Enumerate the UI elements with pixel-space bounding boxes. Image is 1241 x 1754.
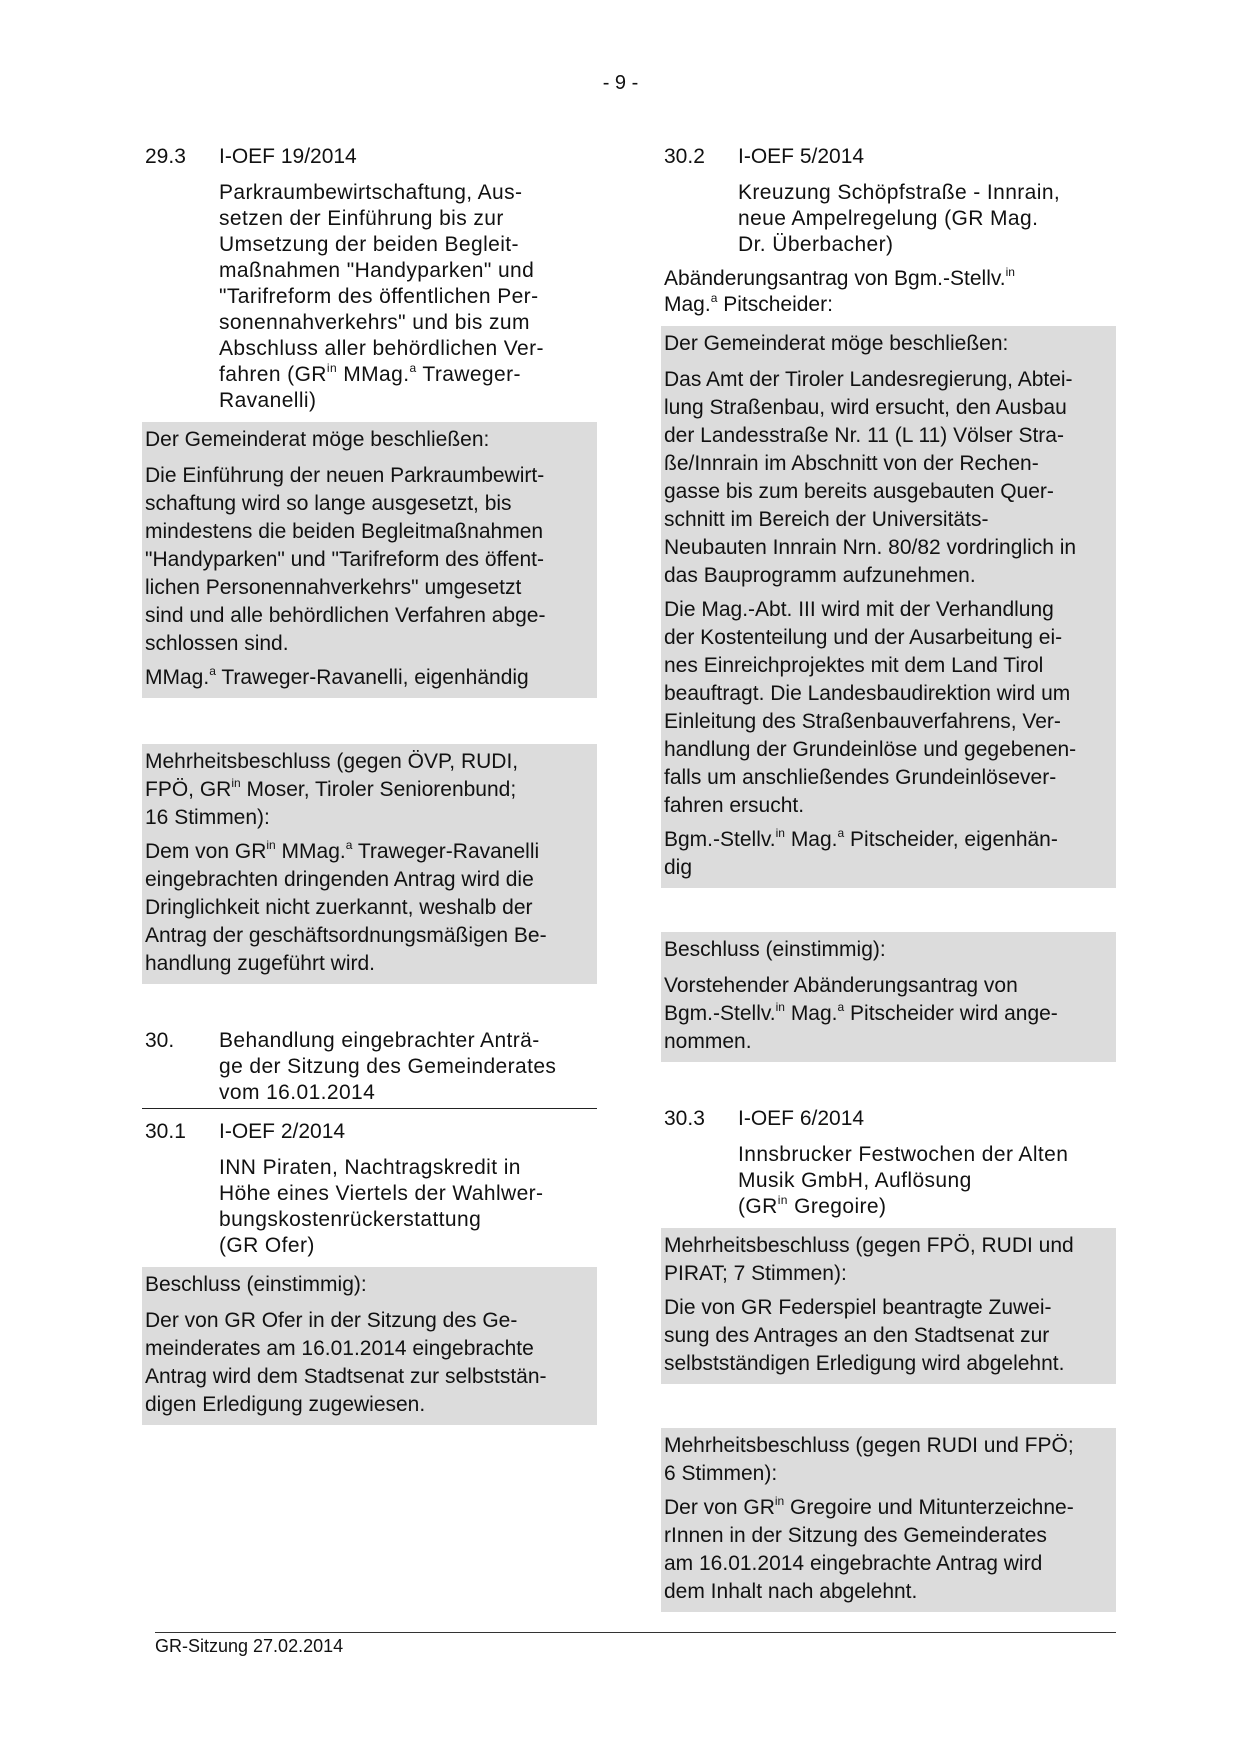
item-30-2-title: Kreuzung Schöpfstraße - Innrain, neue Ampelregelung (GR Mag. Dr. Überbacher)	[738, 181, 1061, 256]
decision-box: Beschluss (einstimmig): Vorstehender Abänderungsantrag von Bgm.-Stellv.$^{in}$ Mag.$^a$ Pitscheider wird ange- nommen.	[661, 932, 1116, 1062]
item-code: I-OEF 19/2014	[219, 145, 357, 168]
item-29-3-heading	[145, 144, 597, 170]
footer-text: GR-Sitzung 27.02.2014	[155, 1636, 344, 1656]
item-30-1-heading: 30.1 I-OEF 2/2014	[145, 1120, 346, 1143]
amendment-intro: Abänderungsantrag von Bgm.-Stellv.$^{in}$ Mag.$^a$ Pitscheider:	[664, 265, 1015, 316]
item-29-3-title: Parkraumbewirtschaftung, Aus- setzen der Einführung bis zur Umsetzung der beiden Begleit- maßnahmen "Handyparken" und "Tarifreform des öffentlichen Per- sonennahverkehrs" und bis zum Abschluss aller behördlichen Ver- fahren ($GR^{in}$ MMag.$^a$ Traweger- Ravanelli)	[219, 181, 544, 412]
right-column	[664, 144, 1116, 1612]
page-number: - 9 -	[602, 72, 639, 94]
item-30-3-heading: 30.3 I-OEF 6/2014	[664, 1107, 865, 1130]
motion-box: Der Gemeinderat möge beschließen: Die Einführung der neuen Parkraumbewirt- schaftung wird so lange ausgesetzt, bis mindestens die beiden Begleitmaßnahmen "Handyparken" und "Tarifreform des öffent- lichen Personennahverkehrs" umgesetzt sind und alle behördlichen Verfahren abge- schlossen sind. MMag.$^a$ Traweger-Ravanelli, eigenhändig	[142, 422, 597, 698]
decision-box: Mehrheitsbeschluss (gegen FPÖ, RUDI und PIRAT; 7 Stimmen): Die von GR Federspiel beantragte Zuwei- sung des Antrages an den Stadtsenat zur selbstständigen Erledigung wird abgelehnt.	[661, 1228, 1116, 1384]
signature: Bgm.-Stellv.$^{in}$ Mag.$^a$ Pitscheider, eigenhän-	[664, 826, 1058, 851]
item-30-1-title: INN Piraten, Nachtragskredit in Höhe eines Viertels der Wahlwer- bungskostenrückerstattung (GR Ofer)	[219, 1156, 544, 1257]
footer-rule	[155, 1632, 1116, 1633]
item-30-2-heading: 30.2 I-OEF 5/2014	[664, 145, 865, 168]
decision-box: Mehrheitsbeschluss (gegen ÖVP, RUDI, FPÖ, $GR^{in}$ Moser, Tiroler Seniorenbund; 16 Stimmen): Dem von $GR^{in}$ MMag.$^a$ Traweger-Ravanelli eingebrachten dringenden Antrag wird die Dringlichkeit nicht zuerkannt, weshalb der Antrag der geschäftsordnungsmäßigen Be- handlung zugeführt wird.	[142, 744, 597, 984]
item-30-3-title: Innsbrucker Festwochen der Alten Musik GmbH, Auflösung ($GR^{in}$ Gregoire)	[738, 1143, 1069, 1218]
motion-heading: Der Gemeinderat möge beschließen:	[145, 428, 490, 451]
decision-box: Mehrheitsbeschluss (gegen RUDI und FPÖ; 6 Stimmen): Der von $GR^{in}$ Gregoire und Mitunterzeichne- rInnen in der Sitzung des Gemeinderates am 16.01.2014 eingebrachte Antrag wird dem Inhalt nach abgelehnt.	[661, 1428, 1116, 1612]
left-column	[145, 144, 597, 1425]
motion-box: Der Gemeinderat möge beschließen: Das Amt der Tiroler Landesregierung, Abtei- lung Straßenbau, wird ersucht, den Ausbau der Landesstraße Nr. 11 (L 11) Völser Stra- ße/Innrain im Abschnitt von der Rechen- gasse bis zum bereits ausgebauten Quer- schnitt im Bereich der Universitäts- Neubauten Innrain Nrn. 80/82 vordringlich in das Bauprogramm aufzunehmen. Die Mag.-Abt. III wird mit der Verhandlung der Kostenteilung und der Ausarbeitung ei- nes Einreichprojektes mit dem Land Tirol beauftragt. Die Landesbaudirektion wird um Einleitung des Straßenbauverfahrens, Ver- handlung der Grundeinlöse und gegebenen- falls um anschließendes Grundeinlösever- fahren ersucht. Bgm.-Stellv.$^{in}$ Mag.$^a$ Pitscheider, eigenhän- dig	[661, 326, 1116, 888]
item-number: 29.3	[145, 145, 186, 168]
item-30-heading: 30. Behandlung eingebrachter Anträ- ge der Sitzung des Gemeinderates vom 16.01.2014	[142, 1028, 597, 1109]
decision-box: Beschluss (einstimmig): Der von GR Ofer in der Sitzung des Ge- meinderates am 16.01.2014 eingebrachte Antrag wird dem Stadtsenat zur selbststän- digen Erledigung zugewiesen.	[142, 1267, 597, 1425]
signature: MMag.$^a$ Traweger-Ravanelli, eigenhändig	[145, 664, 529, 689]
